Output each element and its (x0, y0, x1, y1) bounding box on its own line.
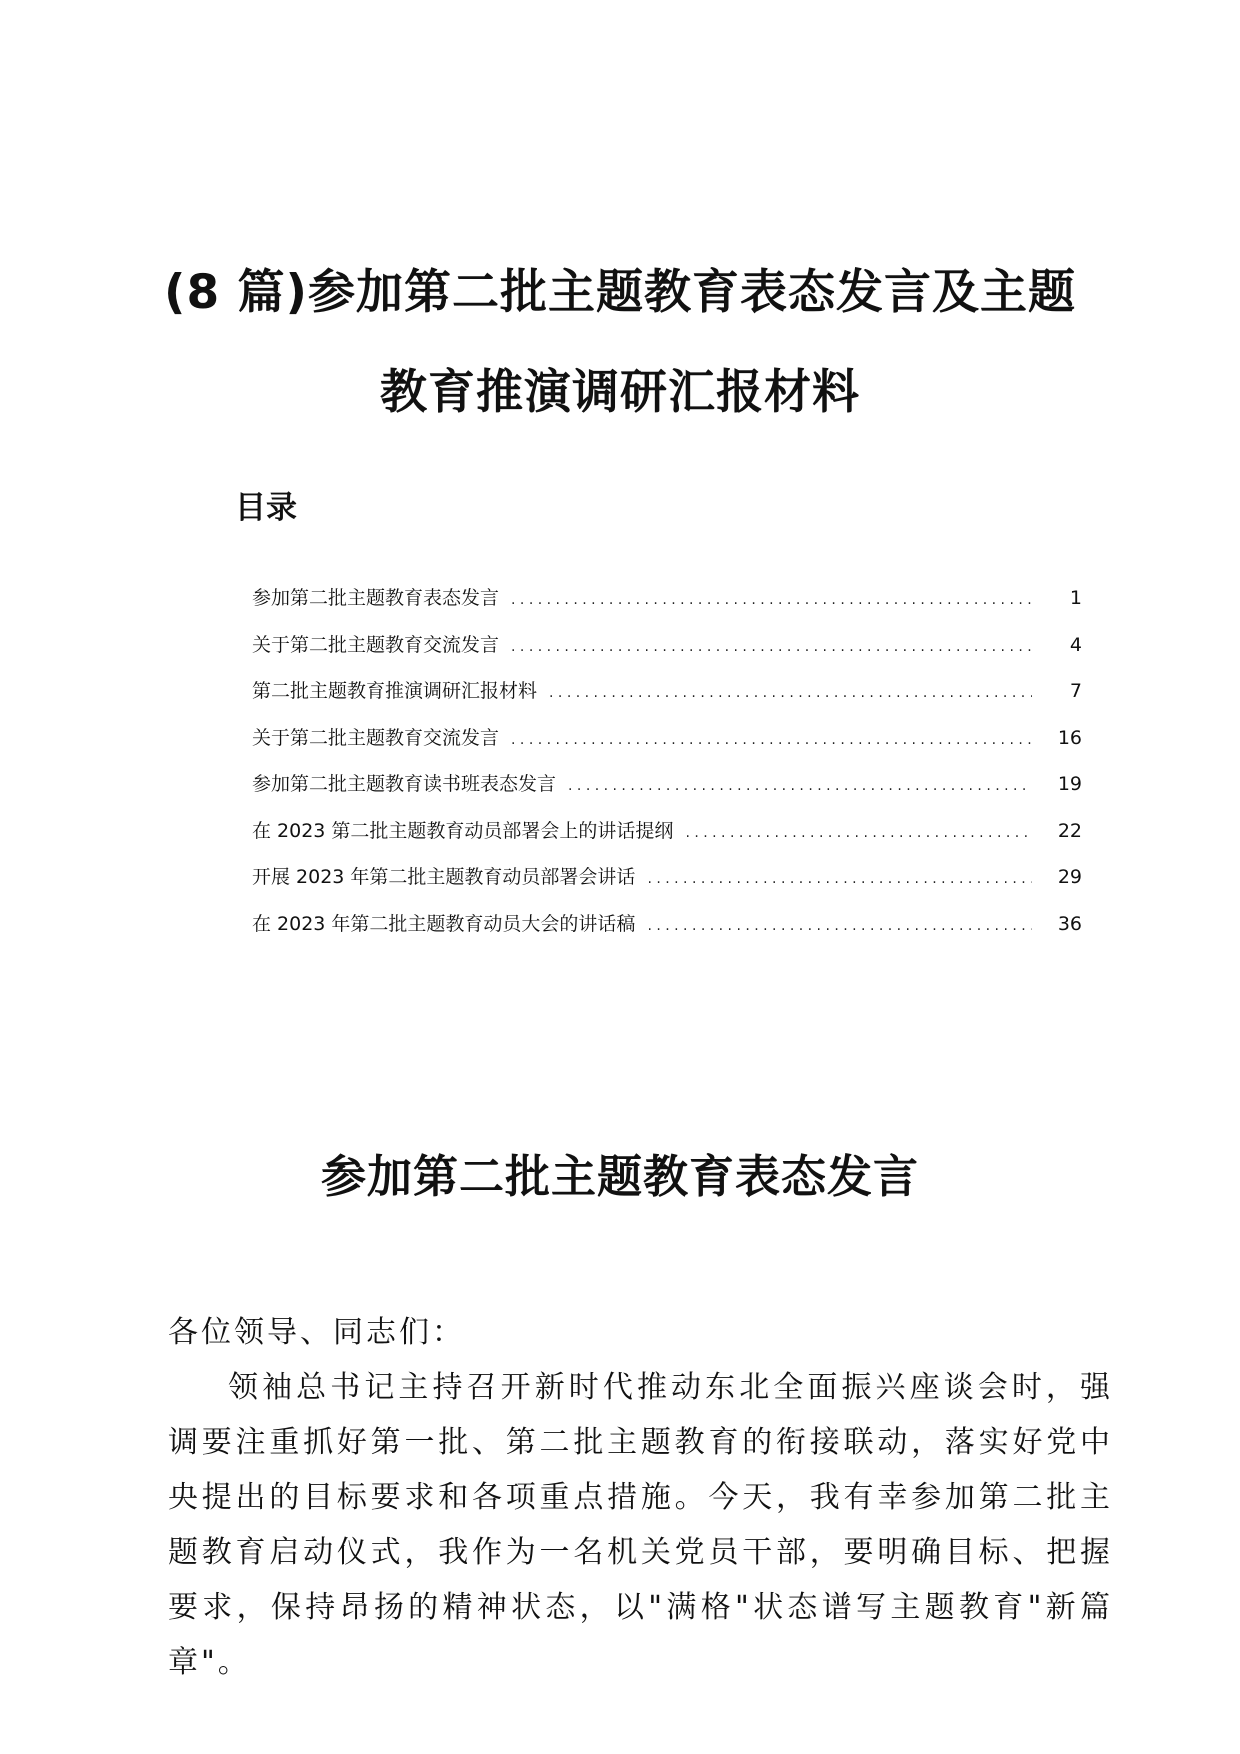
toc-page-number: 36 (1057, 912, 1082, 935)
toc-entry-title: 第二批主题教育推演调研汇报材料 (252, 680, 538, 702)
toc-entry[interactable] (252, 909, 1082, 956)
toc-page-number: 7 (1069, 680, 1082, 702)
toc-dot-leader (647, 918, 1032, 934)
document-title-line-2: 教育推演调研汇报材料 (380, 365, 860, 420)
toc-heading: 目录 (235, 490, 297, 526)
toc-entry-title: 关于第二批主题教育交流发言 (252, 726, 500, 749)
toc-dot-leader (511, 639, 1032, 655)
toc-entry-title: 开展 2023 年第二批主题教育动员部署会讲话 (252, 866, 636, 888)
toc-dot-leader (685, 825, 1032, 841)
toc-page-number: 16 (1057, 726, 1082, 749)
toc-page-number: 29 (1057, 866, 1082, 888)
speech-greeting: 各位领导、同志们： (168, 1315, 465, 1350)
toc-entry[interactable] (252, 862, 1082, 909)
toc-page-number: 19 (1057, 773, 1082, 795)
toc-entry-title: 在 2023 第二批主题教育动员部署会上的讲话提纲 (252, 819, 674, 842)
table-of-contents (252, 583, 1082, 955)
document-title-line-1: (8 篇)参加第二批主题教育表态发言及主题 (163, 265, 1077, 320)
toc-page-number: 1 (1069, 587, 1082, 609)
toc-dot-leader (511, 732, 1032, 748)
toc-entry[interactable] (252, 630, 1082, 677)
toc-dot-leader (511, 592, 1032, 608)
toc-dot-leader (647, 871, 1032, 887)
toc-entry[interactable] (252, 583, 1082, 630)
toc-entry[interactable] (252, 816, 1082, 863)
toc-dot-leader (549, 685, 1032, 701)
toc-entry-title: 在 2023 年第二批主题教育动员大会的讲话稿 (252, 912, 636, 935)
toc-entry[interactable] (252, 723, 1082, 770)
toc-entry[interactable] (252, 676, 1082, 723)
toc-entry-title: 关于第二批主题教育交流发言 (252, 633, 500, 656)
toc-entry[interactable] (252, 769, 1082, 816)
toc-entry-title: 参加第二批主题教育读书班表态发言 (252, 773, 557, 795)
toc-page-number: 4 (1069, 633, 1082, 656)
speech-body (168, 1305, 1113, 1690)
section-title: 参加第二批主题教育表态发言 (320, 1150, 919, 1203)
toc-dot-leader (568, 778, 1032, 794)
toc-entry-title: 参加第二批主题教育表态发言 (252, 587, 500, 609)
toc-page-number: 22 (1057, 819, 1082, 842)
speech-paragraph: 领袖总书记主持召开新时代推动东北全面振兴座谈会时，强调要注重抓好第一批、第二批主题教育的衔接联动，落实好党中央提出的目标要求和各项重点措施。今天，我有幸参加第二批主题教育启动仪式，我作为一名机关党员干部，要明确目标、把握要求，保持昂扬的精神状态，以"满格"状态谱写主题教育"新篇章"。 (168, 1370, 1113, 1680)
